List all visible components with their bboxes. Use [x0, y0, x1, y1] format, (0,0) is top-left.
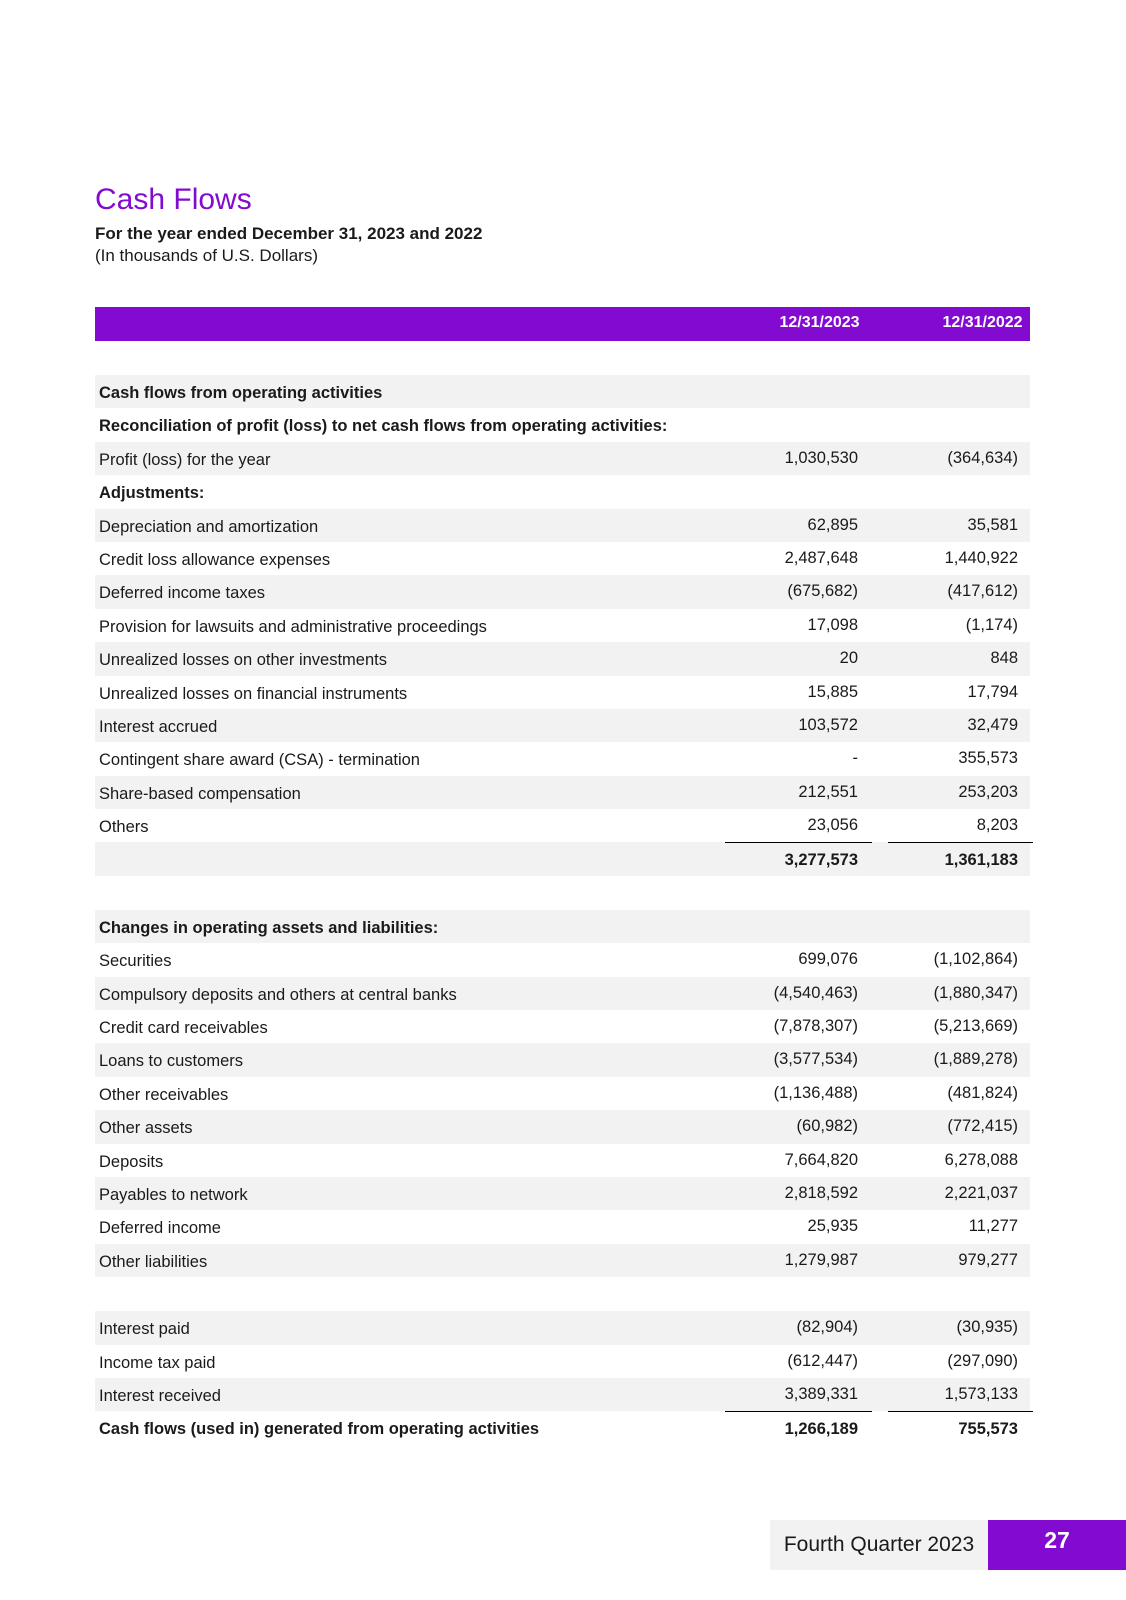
column-header-2022: 12/31/2022 [942, 314, 1023, 331]
value-2023: 1,279,987 [784, 1250, 858, 1269]
value-2022: 11,277 [968, 1217, 1018, 1236]
value-2022: 2,221,037 [944, 1183, 1018, 1202]
value-2022: 32,479 [967, 715, 1018, 734]
value-2022: 1,440,922 [944, 548, 1018, 567]
adjustments-subtotal-row [95, 842, 1030, 875]
value-2023: 62,895 [807, 515, 858, 534]
value-2023: 2,818,592 [784, 1183, 858, 1202]
row-label: Profit (loss) for the year [99, 450, 271, 469]
value-2023: 15,885 [807, 682, 858, 701]
row-label: Deferred income [99, 1219, 221, 1238]
operating-total-row [95, 1411, 1030, 1444]
value-2022: 355,573 [958, 749, 1018, 768]
value-2022: 17,794 [967, 682, 1018, 701]
subtotal-rule [725, 842, 872, 843]
row-label: Adjustments: [99, 484, 205, 503]
table-row [95, 977, 1030, 1010]
row-label: Interest accrued [99, 717, 218, 736]
table-row [95, 642, 1030, 675]
column-header-2023: 12/31/2023 [779, 314, 860, 331]
table-row [95, 442, 1030, 475]
table-row [95, 1210, 1030, 1243]
operating-activities-section [95, 375, 1030, 842]
table-row [95, 1043, 1030, 1076]
table-row [95, 1244, 1030, 1277]
interest-and-tax-section [95, 1311, 1030, 1411]
row-label: Credit loss allowance expenses [99, 550, 331, 569]
value-2022: (481,824) [947, 1083, 1018, 1102]
table-row [95, 709, 1030, 742]
row-label: Unrealized losses on other investments [99, 651, 387, 670]
value-2022: (297,090) [947, 1351, 1018, 1370]
value-2023: 212,551 [798, 782, 858, 801]
total-2023: 1,266,189 [784, 1420, 858, 1439]
value-2023: 1,030,530 [784, 448, 858, 467]
row-label: Payables to network [99, 1185, 248, 1204]
value-2022: (1,880,347) [933, 983, 1018, 1002]
value-2023: 20 [839, 649, 858, 668]
total-2022: 755,573 [958, 1420, 1018, 1439]
value-2022: (5,213,669) [933, 1017, 1018, 1036]
row-label: Cash flows from operating activities [99, 384, 383, 402]
value-2022: (1,174) [965, 615, 1018, 634]
value-2023: (675,682) [787, 582, 858, 601]
table-row [95, 1378, 1030, 1411]
value-2023: (1,136,488) [773, 1083, 858, 1102]
row-label: Other liabilities [99, 1252, 208, 1271]
row-label: Compulsory deposits and others at central banks [99, 985, 457, 1004]
row-label: Other assets [99, 1119, 193, 1138]
value-2023: 699,076 [798, 950, 858, 969]
total-label: Cash flows (used in) generated from operating activities [99, 1420, 540, 1439]
table-row [95, 1110, 1030, 1143]
table-row [95, 776, 1030, 809]
table-row [95, 375, 1030, 408]
table-row [95, 509, 1030, 542]
value-2022: 35,581 [967, 515, 1018, 534]
value-2023: (612,447) [787, 1351, 858, 1370]
table-header [95, 307, 1030, 341]
value-2023: 7,664,820 [784, 1150, 858, 1169]
value-2023: 17,098 [807, 615, 858, 634]
table-row [95, 1010, 1030, 1043]
table-row [95, 742, 1030, 775]
row-label: Contingent share award (CSA) - termination [99, 751, 420, 770]
value-2023: 2,487,648 [784, 548, 858, 567]
page-title: Cash Flows [95, 183, 252, 216]
value-2023: (3,577,534) [773, 1050, 858, 1069]
table-row [95, 910, 1030, 943]
value-2023: (7,878,307) [773, 1017, 858, 1036]
row-label: Others [99, 818, 149, 837]
row-label: Other receivables [99, 1085, 229, 1104]
row-label: Interest received [99, 1386, 221, 1405]
value-2022: 979,277 [958, 1250, 1018, 1269]
row-label: Depreciation and amortization [99, 517, 319, 536]
value-2023: (60,982) [796, 1117, 858, 1136]
row-label: Provision for lawsuits and administrative proceedings [99, 617, 487, 636]
value-2023: (4,540,463) [773, 983, 858, 1002]
value-2022: (417,612) [947, 582, 1018, 601]
table-row [95, 542, 1030, 575]
cash-flow-table [95, 307, 1030, 1445]
value-2023: (82,904) [796, 1318, 858, 1337]
table-row [95, 943, 1030, 976]
page-footer [770, 1520, 1126, 1570]
subtotal-2023: 3,277,573 [784, 851, 858, 870]
value-2022: 8,203 [976, 816, 1018, 835]
value-2022: 1,573,133 [944, 1384, 1018, 1403]
table-row [95, 475, 1030, 508]
report-period: For the year ended December 31, 2023 and 2022 [95, 224, 483, 243]
value-2022: (30,935) [956, 1318, 1018, 1337]
table-row [95, 1177, 1030, 1210]
table-row [95, 575, 1030, 608]
table-row [95, 809, 1030, 842]
table-row [95, 1144, 1030, 1177]
row-label: Share-based compensation [99, 784, 301, 803]
value-2023: 103,572 [798, 715, 858, 734]
currency-units: (In thousands of U.S. Dollars) [95, 246, 318, 265]
row-label: Reconciliation of profit (loss) to net cash flows from operating activities: [99, 417, 668, 436]
row-label: Deferred income taxes [99, 584, 265, 603]
subtotal-2022: 1,361,183 [944, 851, 1018, 870]
value-2023: 25,935 [807, 1217, 858, 1236]
table-row [95, 1311, 1030, 1344]
value-2022: 253,203 [958, 782, 1018, 801]
row-label: Loans to customers [99, 1052, 243, 1071]
table-row [95, 1345, 1030, 1378]
footer-period: Fourth Quarter 2023 [770, 1520, 988, 1570]
table-row [95, 408, 1030, 441]
row-label: Deposits [99, 1152, 164, 1171]
section-spacer [95, 876, 1030, 910]
value-2023: 23,056 [807, 816, 858, 835]
value-2022: 6,278,088 [944, 1150, 1018, 1169]
row-label: Unrealized losses on financial instruments [99, 684, 408, 703]
total-rule [725, 1411, 872, 1412]
row-label: Income tax paid [99, 1353, 216, 1372]
page-number: 27 [988, 1520, 1126, 1570]
value-2023: 3,389,331 [784, 1384, 858, 1403]
row-label: Changes in operating assets and liabilities: [99, 918, 439, 937]
row-label: Interest paid [99, 1320, 190, 1339]
changes-in-assets-section [95, 910, 1030, 1277]
row-label: Credit card receivables [99, 1019, 268, 1038]
table-row [95, 1077, 1030, 1110]
table-row [95, 609, 1030, 642]
value-2022: (772,415) [947, 1117, 1018, 1136]
row-label: Securities [99, 952, 172, 971]
total-rule [888, 1411, 1033, 1412]
section-spacer [95, 1277, 1030, 1311]
value-2022: (364,634) [947, 448, 1018, 467]
subtotal-rule [888, 842, 1033, 843]
value-2022: (1,102,864) [933, 950, 1018, 969]
value-2022: (1,889,278) [933, 1050, 1018, 1069]
value-2023: - [852, 749, 858, 768]
table-row [95, 676, 1030, 709]
value-2022: 848 [990, 649, 1018, 668]
